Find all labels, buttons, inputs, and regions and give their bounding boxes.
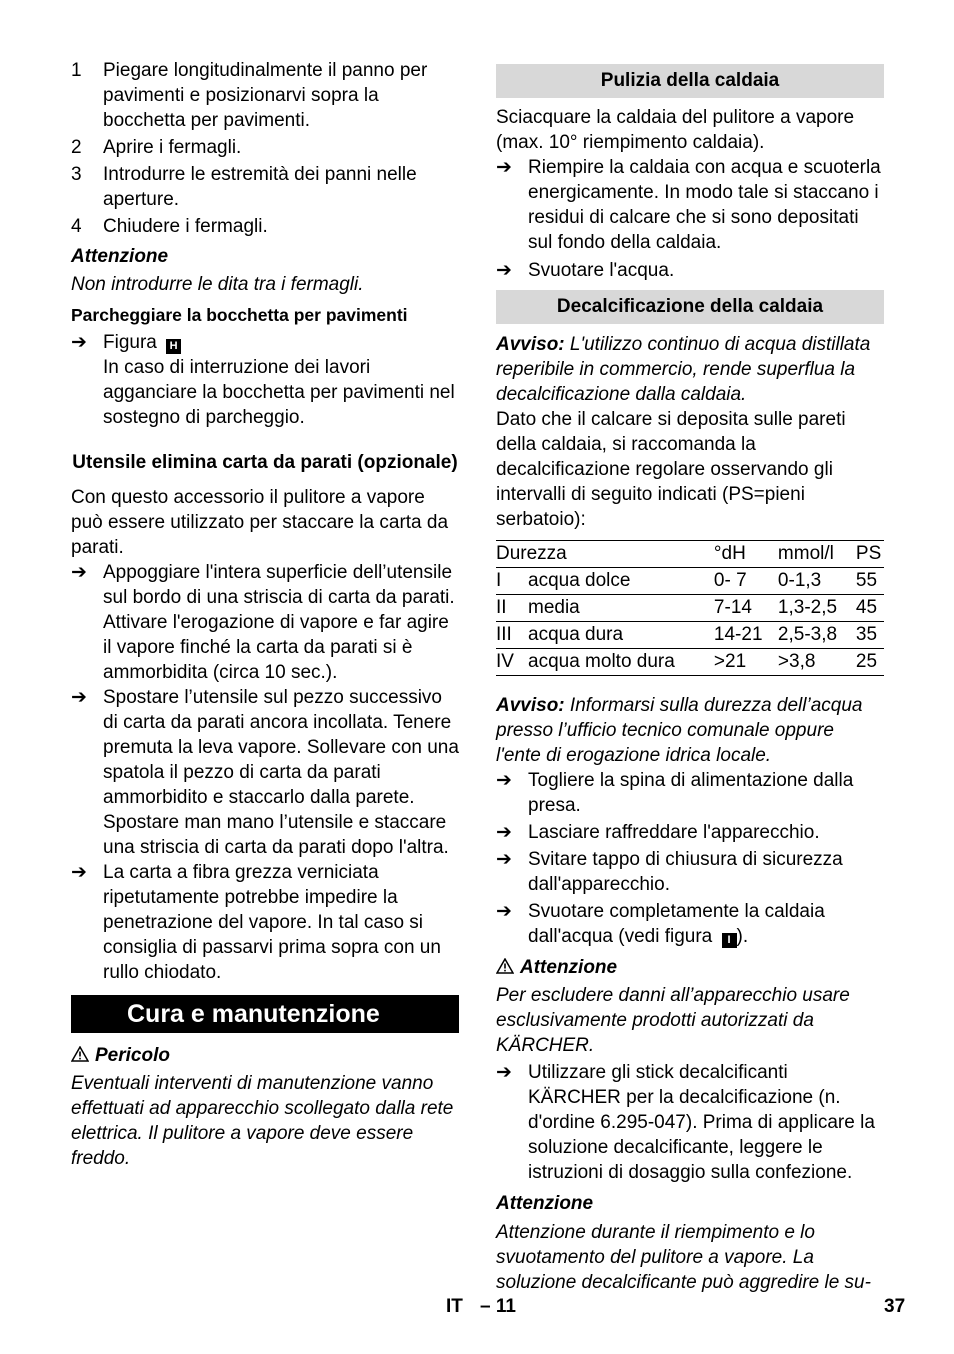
list-item (71, 330, 459, 430)
arrow-right-icon: ➔ (71, 862, 87, 883)
arrow-right-icon: ➔ (71, 687, 87, 708)
attention-title: Attenzione (71, 246, 169, 267)
table-cell: 35 (856, 622, 884, 649)
list-item (71, 58, 459, 133)
warn-text: Per escludere danni all’apparecchio usare esclusivamente prodotti autorizzati da KÄRCHER. (496, 985, 850, 1056)
list-item (71, 685, 459, 860)
arrow-right-icon: ➔ (496, 157, 512, 178)
warn-title-row (496, 955, 884, 980)
list-item (71, 860, 459, 985)
list-item (496, 1060, 884, 1185)
descale-item-text: Togliere la spina di alimentazione dalla presa. (528, 770, 854, 816)
table-cell: 0- 7 (714, 568, 778, 595)
list-item (496, 258, 884, 283)
step-number: 4 (71, 216, 82, 237)
attention-text: Non introdurre le dita tra i fermagli. (71, 274, 364, 295)
step-number: 1 (71, 60, 82, 81)
figure-label: Figura (103, 332, 157, 353)
left-column (71, 58, 459, 1171)
table-cell: 0-1,3 (778, 568, 856, 595)
arrow-right-icon: ➔ (496, 822, 512, 843)
descale-item-text: Lasciare raffreddare l'apparecchio. (528, 822, 820, 843)
boiler-item-text: Riempire la caldaia con acqua e scuoterla energicamente. In modo tale si staccano i residui di calcare che si sono depositati sul fondo della caldaia. (528, 157, 881, 253)
list-item (71, 214, 459, 239)
table-row (496, 568, 884, 595)
step-number: 3 (71, 164, 82, 185)
step-text: Piegare longitudinalmente il panno per pavimenti e posizionarvi sopra la bocchetta per pavimenti. (103, 60, 428, 131)
water-hardness-table (496, 540, 884, 676)
list-item (496, 847, 884, 897)
empty-item-text: Svuotare completamente la caldaia dall'acqua (vedi figura (528, 901, 825, 947)
arrow-right-icon: ➔ (71, 562, 87, 583)
notice-label: Avviso: (496, 334, 565, 355)
table-header-cell: Durezza (496, 541, 714, 568)
section-heading-descale: Decalcificazione della caldaia (496, 290, 884, 324)
list-item (496, 899, 884, 949)
boiler-item-text: Svuotare l'acqua. (528, 260, 675, 281)
footer-page-number: 37 (884, 1296, 906, 1317)
table-cell: 1,3-2,5 (778, 595, 856, 622)
stick-item-text: Utilizzare gli stick decalcificanti KÄRCHER per la decalcificazione (n. d'ordine 6.295-047). Prima di applicare la soluzione decalcificante, leggere le istruzioni di dosaggio sulla confezione. (528, 1062, 875, 1183)
arrow-right-icon: ➔ (496, 260, 512, 281)
notice-1 (496, 332, 884, 407)
list-item (496, 768, 884, 818)
table-cell: acqua dolce (528, 568, 714, 595)
table-cell: IV (496, 649, 528, 676)
table-cell: >3,8 (778, 649, 856, 676)
table-row (496, 622, 884, 649)
figure-letter-badge: I (722, 933, 737, 948)
table-cell: media (528, 595, 714, 622)
warning-triangle-icon (496, 958, 514, 974)
section-heading-care: Cura e manutenzione (71, 995, 459, 1033)
tool-item-text: Appoggiare l'intera superficie dell’utensile sul bordo di una striscia di carta da parati. Attivare l'erogazione di vapore e far agire il vapore finché la carta da parati si è ammorbidita (circa 10 sec.). (103, 562, 455, 683)
list-item (71, 162, 459, 212)
danger-title-row (71, 1043, 459, 1068)
table-header-cell: PS (856, 541, 884, 568)
table-cell: 2,5-3,8 (778, 622, 856, 649)
tool-heading: Utensile elimina carta da parati (opzionale) (72, 452, 458, 473)
notice-2 (496, 693, 884, 768)
notice-text: L'utilizzo continuo di acqua distillata reperibile in commercio, rende superflua la decalcificazione dalla caldaia. (496, 334, 871, 405)
table-cell: 55 (856, 568, 884, 595)
table-cell: III (496, 622, 528, 649)
danger-text: Eventuali interventi di manutenzione vanno effettuati ad apparecchio scollegato dalla rete elettrica. Il pulitore a vapore deve essere freddo. (71, 1073, 454, 1169)
table-cell: 7-14 (714, 595, 778, 622)
park-heading: Parcheggiare la bocchetta per pavimenti (71, 305, 408, 325)
arrow-right-icon: ➔ (496, 770, 512, 791)
table-cell: II (496, 595, 528, 622)
step-text: Chiudere i fermagli. (103, 216, 268, 237)
arrow-right-icon: ➔ (71, 332, 87, 353)
table-cell: >21 (714, 649, 778, 676)
footer-section-page: – 11 (480, 1296, 516, 1317)
table-row (496, 595, 884, 622)
descale-text: Dato che il calcare si deposita sulle pareti della caldaia, si raccomanda la decalcificazione regolare osservando gli intervalli di seguito indicati (PS=pieni serbatoio): (496, 409, 846, 530)
tool-item-text: La carta a fibra grezza verniciata ripetutamente potrebbe impedire la penetrazione del vapore. In tal caso si consiglia di passarvi prima sopra con un rullo chiodato. (103, 862, 441, 983)
step-text: Aprire i fermagli. (103, 137, 242, 158)
table-header-cell: mmol/l (778, 541, 856, 568)
warning-triangle-icon (71, 1046, 89, 1062)
park-text: In caso di interruzione dei lavori agganciare la bocchetta per pavimenti nel sostegno di parcheggio. (103, 357, 455, 428)
warn-title: Attenzione (520, 957, 618, 978)
tool-item-text: Spostare l’utensile sul pezzo successivo di carta da parati ancora incollata. Tenere premuta la leva vapore. Sollevare con una spatola il pezzo di carta da parati ammorbidito e staccarlo dalla parete. Spostare man mano l’utensile e staccare una striscia di carta da parati dopo l'altra. (103, 687, 459, 858)
step-list (71, 58, 459, 239)
attention-2-title: Attenzione (496, 1193, 594, 1214)
table-row (496, 649, 884, 676)
list-item (496, 155, 884, 255)
step-text: Introdurre le estremità dei panni nelle aperture. (103, 164, 417, 210)
notice-label: Avviso: (496, 695, 565, 716)
table-cell: 25 (856, 649, 884, 676)
table-cell: acqua molto dura (528, 649, 714, 676)
arrow-right-icon: ➔ (496, 901, 512, 922)
notice-text: Informarsi sulla durezza dell’acqua presso l’ufficio tecnico comunale oppure l'ente di erogazione idrica locale. (496, 695, 863, 766)
table-header-cell: °dH (714, 541, 778, 568)
boiler-clean-intro: Sciacquare la caldaia del pulitore a vapore (max. 10° riempimento caldaia). (496, 107, 855, 153)
step-number: 2 (71, 137, 82, 158)
table-cell: 45 (856, 595, 884, 622)
list-item (496, 820, 884, 845)
list-item (71, 135, 459, 160)
figure-letter-badge: H (166, 339, 181, 354)
list-item (71, 560, 459, 685)
empty-item-close: ). (736, 926, 749, 947)
table-cell: I (496, 568, 528, 595)
arrow-right-icon: ➔ (496, 849, 512, 870)
table-header-row (496, 541, 884, 568)
right-column (496, 64, 884, 1295)
tool-intro: Con questo accessorio il pulitore a vapore può essere utilizzato per staccare la carta da parati. (71, 487, 449, 558)
table-cell: 14-21 (714, 622, 778, 649)
section-heading-boiler-clean: Pulizia della caldaia (496, 64, 884, 98)
table-cell: acqua dura (528, 622, 714, 649)
descale-item-text: Svitare tappo di chiusura di sicurezza dall'apparecchio. (528, 849, 843, 895)
footer-language: IT (446, 1296, 463, 1317)
arrow-right-icon: ➔ (496, 1062, 512, 1083)
attention-2-text: Attenzione durante il riempimento e lo svuotamento del pulitore a vapore. La soluzione decalcificante può aggredire le su- (496, 1222, 871, 1293)
danger-title: Pericolo (95, 1045, 170, 1066)
